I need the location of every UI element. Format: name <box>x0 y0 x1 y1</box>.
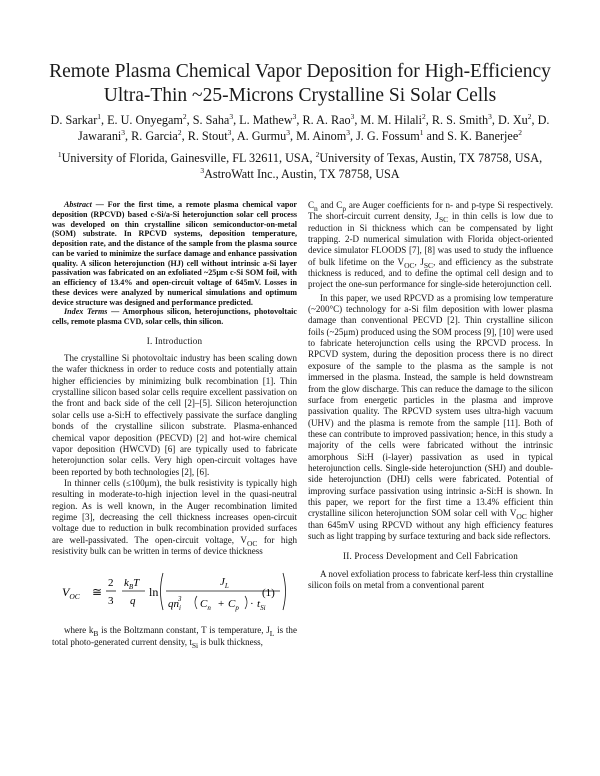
eq-tsi: $t_{Si}$ <box>257 598 266 613</box>
right-paragraph-2: In this paper, we used RPCVD as a promising low temperature (~200°C) technology for a-Si film deposition with lower plasma damage than conventional PECVD [2]. Thin crystalline silicon foils (~25μm) produced using the SOM process [9], [10] were used to fabricate heterojunction cells using the RPCVD process. In RPCVD system, during the deposition process there is no direct exposure of the sample to the plasma as the sample is not immersed in the plasma. Instead, the sample is held downstream from the glow discharge. This can reduce the damage to the silicon surface from energetic particles in the plasma and improve passivation quality. The RPCVD system uses ultra-high vacuum (UHV) and the plasma is remote from the sample [11]. Both of these can contribute to improved passivation; hence, in this study a majority of the cells were fabricated without the intrinsic amorphous Si:H (i-layer) passivation as used in typical heterojunction cells. Single-side heterojunction (SHJ) and double-side heterojunction (DHJ) cells were fabricated. Potential of improving surface passivation using intrinsic a-Si:H is shown. In this paper, we report for the first time a 13.4% efficient thin crystalline silicon heterojunction SOM solar cell with $V_{OC}$ higher than 645mV using RPCVD without any high efficiency features such as light trapping by surface texturing and back side reflectors. <box>308 292 553 541</box>
eq-plus: + <box>218 598 225 611</box>
eq-number: (1) <box>262 587 275 600</box>
abstract: Abstract — For the first time, a remote plasma chemical vapor deposition (RPCVD) based c-Si/a-Si heterojunction solar cell process was developed on thin crystalline silicon semiconductor-on-metal (SOM) substrate. In RPCVD systems, deposition temperature, deposition rate, and the distance of the sample from the plasma source can be varied to minimize the surface damage and enhance passivation quality. A silicon heterojunction (HJ) cell without intrinsic a-Si layer passivation was fabricated on an exfoliated ~25μm c-Si SOM foil, with an efficiency of 13.4% and open-circuit voltage of 645mV. Losses in these devices were analyzed by numerical simulations and optimum device structure was designed and performance predicted. <box>52 200 298 307</box>
eq-cn: $C_n$ <box>200 598 211 613</box>
right-paragraph-3: A novel exfoliation process to fabricate kerf-less thin crystalline silicon foils on metal from a conventional parent <box>308 568 553 590</box>
eq-voc: $V_{OC}$ <box>62 585 80 602</box>
eq-q: q <box>130 595 136 608</box>
index-terms-label: Index Terms <box>64 307 108 317</box>
eq-two: 2 <box>108 577 114 590</box>
section-heading-introduction: I. Introduction <box>146 335 203 346</box>
left-column <box>52 200 297 648</box>
right-paragraph-1: $C_n$ and $C_p$ are Auger coefficients for n- and p-type Si respectively. The short-circuit current density, $J_{SC}$ in thin cells is low due to reduction in Si thickness which can be compensated by light trapping. 2-D numerical simulation with Florida object-oriented device simulator FLOODS [7], [8] was used to study the influence of bulk lifetime on the $V_{OC}$, $J_{SC}$, and efficiency as the substrate thickness is reduced, and to define the optimal cell design and to project the one-sun performance for single-side heterojunction cell. <box>308 200 553 290</box>
section-heading-process: II. Process Development and Cell Fabrication <box>343 551 518 562</box>
eq-cp: $C_p$ <box>228 598 239 613</box>
eq-kbt: $k_BT$ <box>124 577 140 592</box>
affiliations: $^1$University of Florida, Gainesville, FL 32611, USA, $^2$University of Texas, Austin, TX 78758, USA, $^3$AstroWatt Inc., Austin, TX 78758, USA <box>57 149 543 181</box>
intro-paragraph-2: In thinner cells (≤100μm), the bulk resistivity is typically high resulting in moderate-to-high injection level in the quasi-neutral region. As is well known, in the Auger recombination limited regime [3], decreasing the cell thickness increases open-circuit voltage due to reduction in bulk recombination provided surfaces are well-passivated. The open-circuit voltage, $V_{OC}$ for high resistivity bulk can be written in terms of device thickness <box>52 477 298 556</box>
index-terms: Index Terms — Amorphous silicon, heterojunctions, photovoltaic cells, remote plasma CVD, solar cells, thin silicon. <box>52 307 297 326</box>
right-column <box>308 200 553 591</box>
eq-denominator: $qn_i3$ <box>168 595 182 613</box>
abstract-text: For the first time, a remote plasma chemical vapor deposition (RPCVD) based c-Si/a-Si heterojunction solar cell process was developed on thin crystalline silicon semiconductor-on-metal (SOM) substrate. In RPCVD systems, deposition temperature, deposition rate, and the distance of the sample from the plasma source can be varied to minimize the surface damage and enhance passivation quality. A silicon heterojunction (HJ) cell without intrinsic a-Si layer passivation was fabricated on an exfoliated ~25μm c-Si SOM foil, with an efficiency of 13.4% and open-circuit voltage of 645mV. Losses in these devices were analyzed by numerical simulations and optimum device structure was designed and performance predicted. <box>52 200 298 307</box>
eq-ln: ln <box>149 585 159 600</box>
equation-1 <box>52 563 297 619</box>
index-terms-text: Amorphous silicon, heterojunctions, photovoltaic cells, remote plasma CVD, solar cells, thin silicon. <box>52 307 297 326</box>
author-list: D. Sarkar$^1$, E. U. Onyegam$^2$, S. Saha$^3$, L. Mathew$^3$, R. A. Rao$^3$, M. M. Hilali$^2$, R. S. Smith$^3$, D. Xu$^2$, D. Jawarani$^3$, R. Garcia$^2$, R. Stout$^3$, A. Gurmu$^3$, M. Ainom$^3$, J. G. Fossum$^1$ and S. K. Banerjee$^2$ <box>50 111 550 143</box>
eq-jl: $J_L$ <box>220 576 229 591</box>
intro-paragraph-1: The crystalline Si photovoltaic industry has been scaling down the wafer thickness in order to reduce costs and potentially attain higher efficiencies by minimizing bulk recombination [1]. Thin crystalline silicon based solar cells require excellent passivation on the front and back side of the cell [2]–[5]. Silicon heterojunction solar cells use a-Si:H to effectively passivate the surface dangling bonds of the crystalline silicon substrate. Plasma-enhanced chemical vapor deposition (PECVD) [2] and hot-wire chemical vapor deposition (HWCVD) [6] are typically used to fabricate heterojunction solar cells. Very high open-circuit voltages have been reported by both technologies [2], [6]. <box>52 353 297 477</box>
abstract-label: Abstract <box>64 200 92 209</box>
paper-title: Remote Plasma Chemical Vapor Deposition for High-Efficiency Ultra-Thin ~25-Microns Crystalline Si Solar Cells <box>49 61 551 106</box>
eq-dot: · <box>250 598 254 611</box>
equation-explanation: where $k_B$ is the Boltzmann constant, T is temperature, $J_L$ is the total photo-generated current density, $t_{Si}$ is bulk thickness, <box>52 625 297 650</box>
eq-three: 3 <box>108 595 114 608</box>
eq-approx: ≅ <box>92 585 103 600</box>
